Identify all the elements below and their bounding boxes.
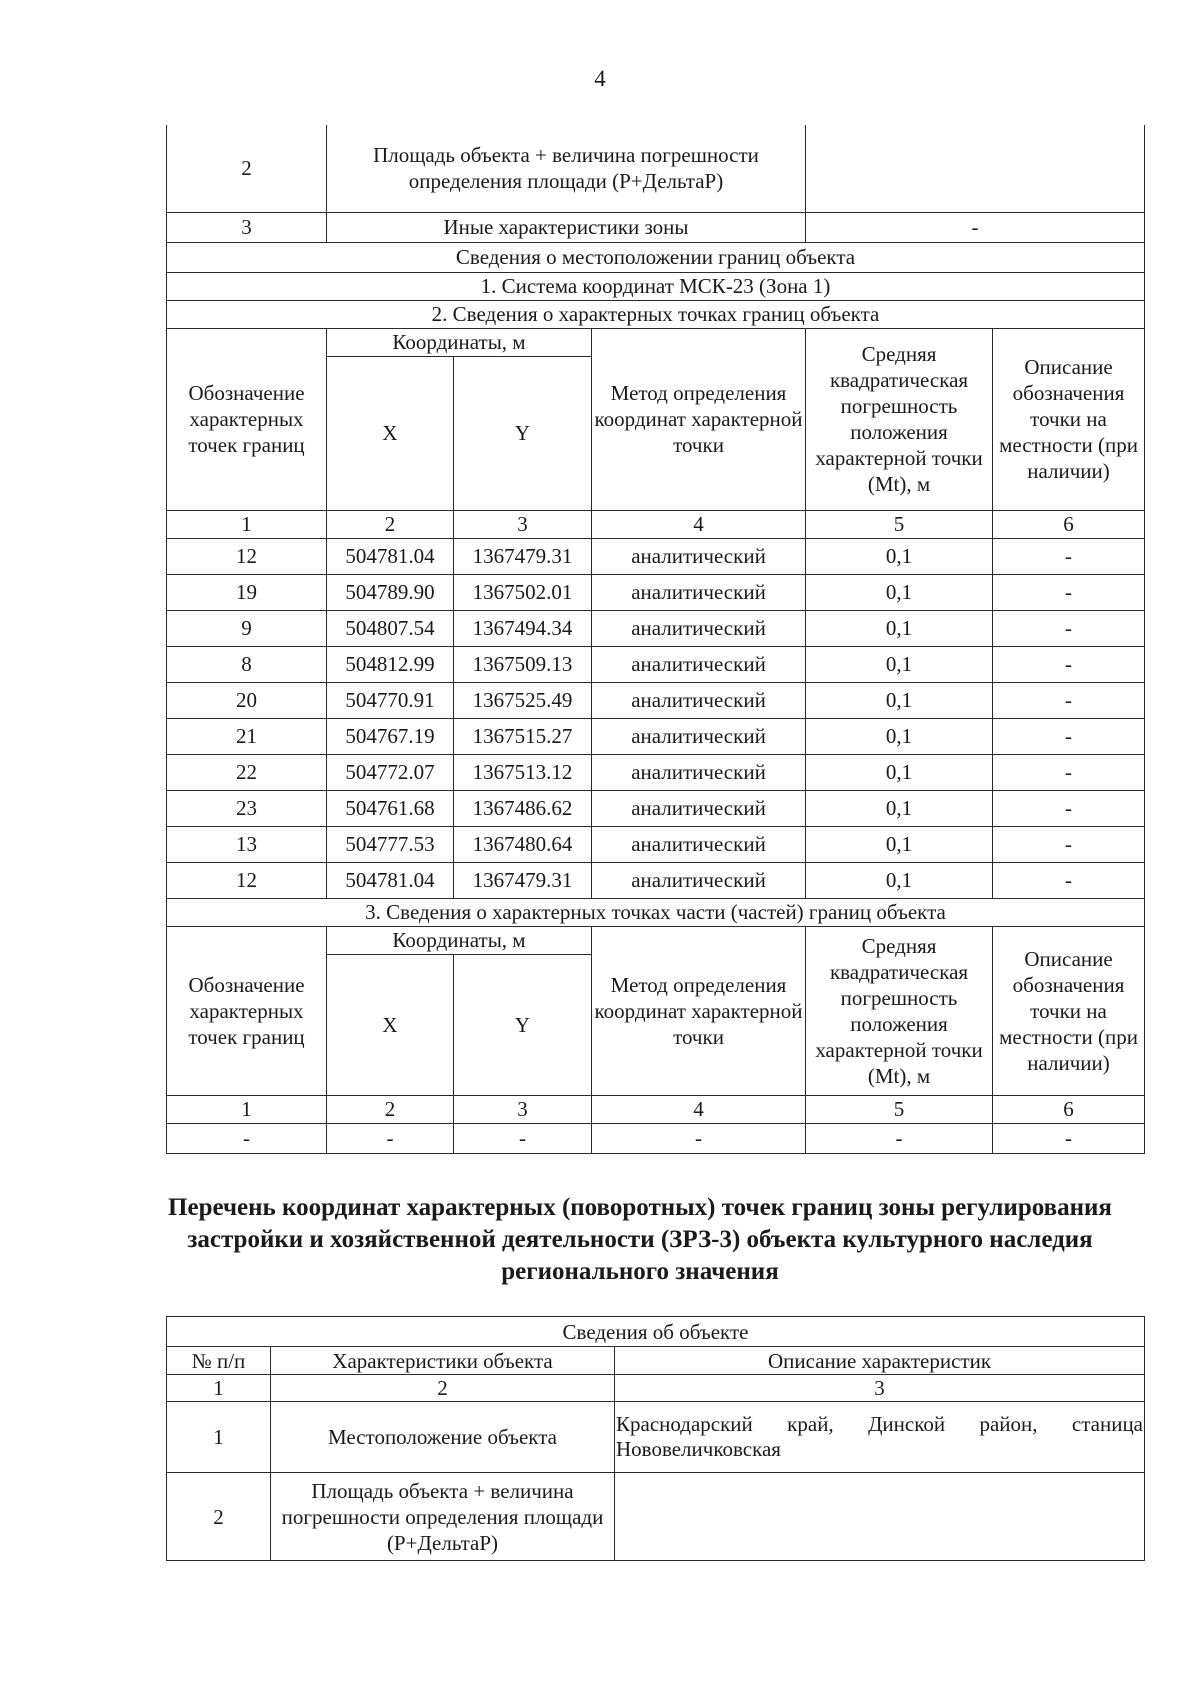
header-coords: Координаты, м <box>327 328 592 356</box>
row-number: 1 <box>167 1402 271 1473</box>
point-row <box>167 682 1145 718</box>
point-id: 19 <box>167 574 327 610</box>
point-method: аналитический <box>592 682 806 718</box>
object-info-table <box>166 1316 1145 1561</box>
boundary-points-table <box>166 125 1145 1154</box>
point-x: 504781.04 <box>327 862 454 898</box>
point-id: 20 <box>167 682 327 718</box>
point-y: 1367494.34 <box>454 610 592 646</box>
object-info-header-row <box>167 1347 1145 1375</box>
empty-cell: - <box>167 1123 327 1153</box>
point-row <box>167 610 1145 646</box>
point-error: 0,1 <box>806 826 993 862</box>
point-error: 0,1 <box>806 862 993 898</box>
point-x: 504772.07 <box>327 754 454 790</box>
parts-header-y: Y <box>454 954 592 1095</box>
empty-cell: - <box>454 1123 592 1153</box>
point-row <box>167 646 1145 682</box>
point-desc: - <box>993 718 1145 754</box>
parts-header-coords: Координаты, м <box>327 926 592 954</box>
point-id: 12 <box>167 862 327 898</box>
empty-cell: - <box>592 1123 806 1153</box>
point-y: 1367502.01 <box>454 574 592 610</box>
parts-header-designation: Обозначение характерных точек границ <box>167 926 327 1095</box>
parts-header-row <box>167 926 1145 954</box>
point-x: 504807.54 <box>327 610 454 646</box>
other-characteristics-value: - <box>806 212 1145 242</box>
col-number: 3 <box>615 1375 1145 1402</box>
col-number: 6 <box>993 1095 1145 1123</box>
point-y: 1367479.31 <box>454 862 592 898</box>
point-error: 0,1 <box>806 718 993 754</box>
col-number: 1 <box>167 510 327 538</box>
other-characteristics-label: Иные характеристики зоны <box>327 212 806 242</box>
point-id: 22 <box>167 754 327 790</box>
col-number: 4 <box>592 510 806 538</box>
point-id: 9 <box>167 610 327 646</box>
header-method: Метод определения координат характерной точки <box>592 328 806 510</box>
point-method: аналитический <box>592 862 806 898</box>
point-error: 0,1 <box>806 574 993 610</box>
empty-cell: - <box>327 1123 454 1153</box>
point-row <box>167 574 1145 610</box>
col-number: 5 <box>806 510 993 538</box>
points-header-row <box>167 328 1145 356</box>
header-description: Описание обозначения точки на местности (при наличии) <box>993 328 1145 510</box>
point-x: 504770.91 <box>327 682 454 718</box>
area-row <box>167 125 1145 212</box>
col-number: 2 <box>327 510 454 538</box>
empty-cell: - <box>806 1123 993 1153</box>
parts-section-title: 3. Сведения о характерных точках части (частей) границ объекта <box>167 898 1145 926</box>
header-y: Y <box>454 356 592 510</box>
col-number: 3 <box>454 1095 592 1123</box>
area-value <box>615 1473 1145 1561</box>
col-number: 2 <box>271 1375 615 1402</box>
point-method: аналитический <box>592 574 806 610</box>
empty-cell: - <box>993 1123 1145 1153</box>
point-desc: - <box>993 538 1145 574</box>
point-id: 23 <box>167 790 327 826</box>
point-desc: - <box>993 862 1145 898</box>
point-x: 504789.90 <box>327 574 454 610</box>
section-heading: Перечень координат характерных (поворотных) точек границ зоны регулирования застройки и хозяйственной деятельности (ЗРЗ-3) объекта культурного наследия регионального значения <box>168 1194 1112 1285</box>
point-method: аналитический <box>592 754 806 790</box>
parts-header-error: Средняя квадратическая погрешность положения характерной точки (Mt), м <box>806 926 993 1095</box>
point-desc: - <box>993 682 1145 718</box>
point-y: 1367480.64 <box>454 826 592 862</box>
col-number: 2 <box>327 1095 454 1123</box>
point-method: аналитический <box>592 646 806 682</box>
point-id: 21 <box>167 718 327 754</box>
point-row <box>167 538 1145 574</box>
point-desc: - <box>993 754 1145 790</box>
other-characteristics-row <box>167 212 1145 242</box>
point-x: 504767.19 <box>327 718 454 754</box>
point-id: 13 <box>167 826 327 862</box>
point-x: 504781.04 <box>327 538 454 574</box>
parts-header-method: Метод определения координат характерной точки <box>592 926 806 1095</box>
header-description: Описание характеристик <box>615 1347 1145 1375</box>
area-label: Площадь объекта + величина погрешности определения площади (Р+ДельтаР) <box>327 125 806 212</box>
point-error: 0,1 <box>806 610 993 646</box>
point-method: аналитический <box>592 610 806 646</box>
parts-header-description: Описание обозначения точки на местности (при наличии) <box>993 926 1145 1095</box>
point-y: 1367515.27 <box>454 718 592 754</box>
point-id: 12 <box>167 538 327 574</box>
parts-empty-row <box>167 1123 1145 1153</box>
point-y: 1367509.13 <box>454 646 592 682</box>
point-method: аналитический <box>592 790 806 826</box>
point-method: аналитический <box>592 826 806 862</box>
point-x: 504761.68 <box>327 790 454 826</box>
point-x: 504777.53 <box>327 826 454 862</box>
point-id: 8 <box>167 646 327 682</box>
point-desc: - <box>993 826 1145 862</box>
col-number: 6 <box>993 510 1145 538</box>
row-number: 2 <box>167 125 327 212</box>
header-designation: Обозначение характерных точек границ <box>167 328 327 510</box>
location-label: Местоположение объекта <box>271 1402 615 1473</box>
point-row <box>167 718 1145 754</box>
header-x: X <box>327 356 454 510</box>
header-characteristics: Характеристики объекта <box>271 1347 615 1375</box>
object-info-title: Сведения об объекте <box>167 1317 1145 1347</box>
point-y: 1367513.12 <box>454 754 592 790</box>
point-y: 1367486.62 <box>454 790 592 826</box>
page-number: 4 <box>594 66 606 91</box>
col-number: 3 <box>454 510 592 538</box>
header-error: Средняя квадратическая погрешность положения характерной точки (Mt), м <box>806 328 993 510</box>
parts-header-x: X <box>327 954 454 1095</box>
col-number: 1 <box>167 1095 327 1123</box>
header-number: № п/п <box>167 1347 271 1375</box>
point-row <box>167 862 1145 898</box>
area-value <box>806 125 1145 212</box>
coord-system: 1. Система координат МСК-23 (Зона 1) <box>167 272 1145 300</box>
point-x: 504812.99 <box>327 646 454 682</box>
column-numbers-row <box>167 510 1145 538</box>
area-row-2 <box>167 1473 1145 1561</box>
point-error: 0,1 <box>806 646 993 682</box>
point-method: аналитический <box>592 718 806 754</box>
object-info-col-numbers <box>167 1375 1145 1402</box>
location-value: Краснодарский край, Динской район, станица Нововеличковская <box>615 1402 1145 1473</box>
row-number: 3 <box>167 212 327 242</box>
point-desc: - <box>993 574 1145 610</box>
point-method: аналитический <box>592 538 806 574</box>
col-number: 1 <box>167 1375 271 1402</box>
point-y: 1367525.49 <box>454 682 592 718</box>
point-error: 0,1 <box>806 790 993 826</box>
location-row <box>167 1402 1145 1473</box>
points-section-title: 2. Сведения о характерных точках границ объекта <box>167 300 1145 328</box>
row-number: 2 <box>167 1473 271 1561</box>
point-error: 0,1 <box>806 754 993 790</box>
location-title: Сведения о местоположении границ объекта <box>167 242 1145 272</box>
area-label: Площадь объекта + величина погрешности определения площади (Р+ДельтаР) <box>271 1473 615 1561</box>
point-desc: - <box>993 610 1145 646</box>
parts-column-numbers-row <box>167 1095 1145 1123</box>
col-number: 5 <box>806 1095 993 1123</box>
col-number: 4 <box>592 1095 806 1123</box>
point-desc: - <box>993 790 1145 826</box>
point-error: 0,1 <box>806 682 993 718</box>
point-error: 0,1 <box>806 538 993 574</box>
point-row <box>167 790 1145 826</box>
point-desc: - <box>993 646 1145 682</box>
point-row <box>167 826 1145 862</box>
point-y: 1367479.31 <box>454 538 592 574</box>
point-row <box>167 754 1145 790</box>
